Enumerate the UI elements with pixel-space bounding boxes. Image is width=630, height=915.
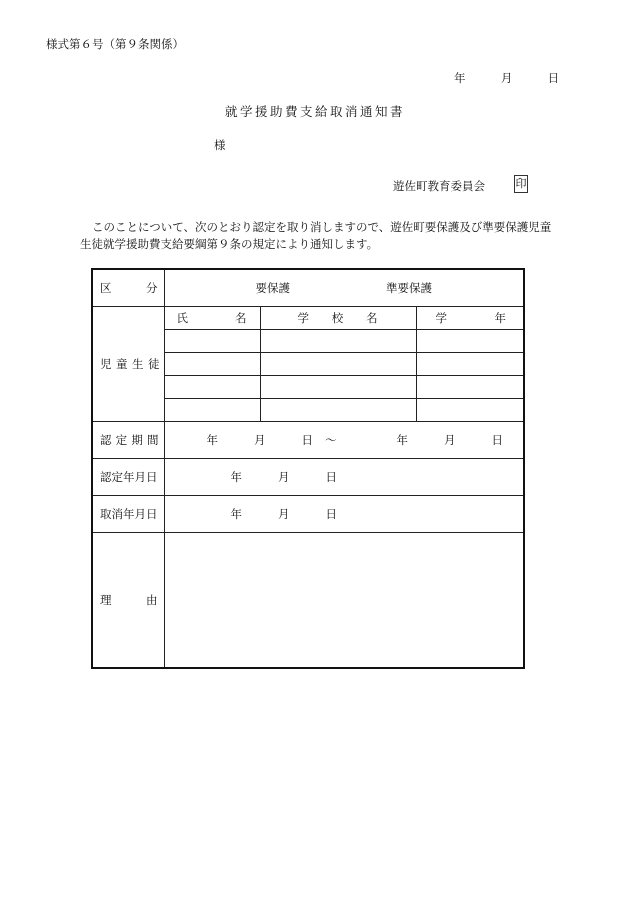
student-grade-cell[interactable] — [416, 398, 524, 421]
header-school: 学 校 名 — [260, 306, 416, 329]
student-grade-cell[interactable] — [416, 329, 524, 352]
student-name-cell[interactable] — [164, 398, 260, 421]
cancel-date-label: 取消年月日 — [92, 495, 164, 532]
row-approval-date — [92, 458, 524, 495]
seal-mark: 印 — [514, 175, 528, 193]
student-label: 児 童 生 徒 — [92, 306, 164, 421]
header-name: 氏 名 — [164, 306, 260, 329]
addressee-suffix: 様 — [214, 138, 226, 152]
student-school-cell[interactable] — [260, 329, 416, 352]
student-school-cell[interactable] — [260, 398, 416, 421]
header-grade: 学 年 — [416, 306, 524, 329]
period-value[interactable]: 年 月 日 〜 年 月 日 — [164, 421, 524, 458]
approval-date-label: 認定年月日 — [92, 458, 164, 495]
reason-label: 理 由 — [92, 532, 164, 668]
date-line — [454, 70, 559, 86]
student-school-cell[interactable] — [260, 375, 416, 398]
cancel-date-value[interactable]: 年 月 日 — [164, 495, 524, 532]
form-number: 様式第６号（第９条関係） — [46, 37, 184, 51]
period-label: 認 定 期 間 — [92, 421, 164, 458]
date-month: 月 — [500, 71, 513, 85]
student-name-cell[interactable] — [164, 352, 260, 375]
reason-value[interactable] — [164, 532, 524, 668]
cancellation-table — [91, 268, 525, 669]
date-year: 年 — [454, 71, 466, 85]
student-school-cell[interactable] — [260, 352, 416, 375]
option-yohogo: 要保護 — [255, 280, 290, 295]
row-reason — [92, 532, 524, 668]
row-category — [92, 269, 524, 306]
issuer-name: 遊佐町教育委員会 — [393, 179, 485, 193]
body-text — [80, 219, 560, 253]
student-grade-cell[interactable] — [416, 375, 524, 398]
body-text-content: このことについて、次のとおり認定を取り消しますので、遊佐町要保護及び準要保護児童生徒就学援助費支給要綱第９条の規定により通知します。 — [80, 220, 552, 251]
option-junyohogo: 準要保護 — [386, 280, 432, 295]
category-label: 区 分 — [92, 269, 164, 306]
row-period — [92, 421, 524, 458]
row-cancel-date — [92, 495, 524, 532]
category-options — [164, 269, 524, 306]
document-title: 就学援助費支給取消通知書 — [224, 104, 405, 119]
date-day: 日 — [547, 71, 560, 85]
approval-date-value[interactable]: 年 月 日 — [164, 458, 524, 495]
student-grade-cell[interactable] — [416, 352, 524, 375]
student-name-cell[interactable] — [164, 329, 260, 352]
student-name-cell[interactable] — [164, 375, 260, 398]
